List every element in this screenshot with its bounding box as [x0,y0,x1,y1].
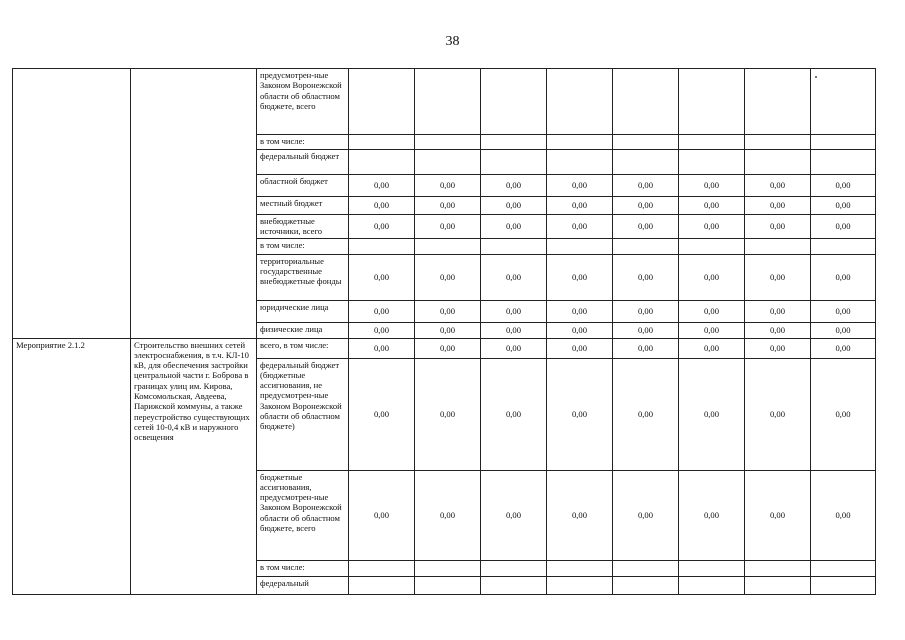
value-cell: 0,00 [613,197,679,215]
value-cell: 0,00 [349,322,415,338]
value-cell [349,69,415,135]
value-cell: 0,00 [613,300,679,322]
value-cell: 0,00 [415,322,481,338]
value-cell: 0,00 [349,254,415,300]
funding-source-cell: в том числе: [257,560,349,576]
value-cell: 0,00 [613,338,679,358]
value-cell [481,576,547,594]
value-cell: 0,00 [613,322,679,338]
value-cell: 0,00 [679,470,745,560]
value-cell: 0,00 [679,254,745,300]
value-cell: 0,00 [481,338,547,358]
funding-source-cell: физические лица [257,322,349,338]
value-cell: 0,00 [349,175,415,197]
value-cell: 0,00 [613,175,679,197]
measure-description-cell [131,69,257,339]
value-cell: 0,00 [745,338,811,358]
value-cell [811,150,876,175]
value-cell: 0,00 [745,254,811,300]
value-cell [745,69,811,135]
budget-table [12,68,876,595]
value-cell: 0,00 [811,358,876,470]
value-cell: 0,00 [679,338,745,358]
value-cell [547,150,613,175]
value-cell: 0,00 [679,215,745,239]
value-cell: 0,00 [547,254,613,300]
value-cell [349,576,415,594]
value-cell [481,135,547,150]
value-cell [349,135,415,150]
table-body [13,69,876,595]
value-cell [679,238,745,254]
value-cell [613,150,679,175]
value-cell: 0,00 [745,470,811,560]
funding-source-cell: предусмотрен-ные Законом Воронежской области об областном бюджете, всего [257,69,349,135]
value-cell: 0,00 [547,470,613,560]
value-cell: 0,00 [679,197,745,215]
value-cell [415,238,481,254]
value-cell: 0,00 [745,322,811,338]
value-cell: 0,00 [349,470,415,560]
value-cell [613,576,679,594]
funding-source-cell: местный бюджет [257,197,349,215]
value-cell: 0,00 [481,175,547,197]
value-cell: 0,00 [415,338,481,358]
value-cell: 0,00 [613,358,679,470]
value-cell: 0,00 [613,215,679,239]
value-cell: 0,00 [811,470,876,560]
value-cell: 0,00 [547,322,613,338]
value-cell [613,238,679,254]
value-cell: 0,00 [481,254,547,300]
value-cell [679,69,745,135]
value-cell [679,560,745,576]
value-cell [613,560,679,576]
table-row [13,69,876,135]
funding-source-cell: территориальные государственные внебюджетные фонды [257,254,349,300]
page-number: 38 [445,34,460,49]
value-cell: 0,00 [547,215,613,239]
value-cell: 0,00 [547,197,613,215]
value-cell [745,135,811,150]
value-cell [547,238,613,254]
value-cell: 0,00 [415,254,481,300]
value-cell: 0,00 [679,300,745,322]
value-cell [547,560,613,576]
funding-source-cell: в том числе: [257,135,349,150]
value-cell: 0,00 [349,358,415,470]
value-cell [613,135,679,150]
value-cell: 0,00 [481,215,547,239]
value-cell [811,560,876,576]
value-cell: 0,00 [481,197,547,215]
value-cell: 0,00 [811,175,876,197]
value-cell: 0,00 [679,322,745,338]
value-cell: 0,00 [415,470,481,560]
value-cell: 0,00 [349,197,415,215]
value-cell [481,560,547,576]
value-cell [481,238,547,254]
value-cell [415,150,481,175]
value-cell: 0,00 [481,358,547,470]
funding-source-cell: федеральный [257,576,349,594]
value-cell: 0,00 [481,300,547,322]
value-cell [349,150,415,175]
value-cell [547,135,613,150]
value-cell [745,560,811,576]
value-cell [811,135,876,150]
value-cell: 0,00 [481,470,547,560]
value-cell: 0,00 [679,175,745,197]
value-cell: 0,00 [547,300,613,322]
funding-source-cell: бюджетные ассигнования, предусмотрен-ные Законом Воронежской области об областном бюджете, всего [257,470,349,560]
value-cell [349,238,415,254]
measure-description-cell: Строительство внешних сетей электроснабжения, в т.ч. КЛ-10 кВ, для обеспечения застройки центральной части г. Боброва в границах улиц им. Кирова, Комсомольская, Авдеева, Парижской коммуны, а также переустройство существующих сетей 10-0,4 кВ и наружного освещения [131,338,257,594]
value-cell: 0,00 [811,338,876,358]
value-cell: 0,00 [349,300,415,322]
funding-source-cell: в том числе: [257,238,349,254]
value-cell: 0,00 [811,300,876,322]
value-cell: 0,00 [613,254,679,300]
value-cell [481,150,547,175]
value-cell: 0,00 [349,215,415,239]
funding-source-cell: федеральный бюджет [257,150,349,175]
value-cell: 0,00 [415,215,481,239]
value-cell: 0,00 [415,197,481,215]
value-cell: 0,00 [415,300,481,322]
value-cell: 0,00 [415,358,481,470]
value-cell [481,69,547,135]
funding-source-cell: областной бюджет [257,175,349,197]
value-cell: 0,00 [745,358,811,470]
value-cell [349,560,415,576]
value-cell [811,576,876,594]
value-cell [679,576,745,594]
value-cell: 0,00 [547,175,613,197]
value-cell: 0,00 [547,358,613,470]
value-cell: 0,00 [481,322,547,338]
value-cell [745,576,811,594]
value-cell [547,576,613,594]
value-cell: 0,00 [745,215,811,239]
value-cell [679,150,745,175]
value-cell: 0,00 [745,175,811,197]
value-cell: 0,00 [679,358,745,470]
funding-source-cell: юридические лица [257,300,349,322]
value-cell: 0,00 [811,215,876,239]
table-row [13,338,876,358]
value-cell: 0,00 [745,300,811,322]
value-cell: 0,00 [349,338,415,358]
value-cell: 0,00 [613,470,679,560]
value-cell: 0,00 [745,197,811,215]
value-cell [415,560,481,576]
value-cell [745,150,811,175]
value-cell [811,69,876,135]
value-cell [415,135,481,150]
value-cell [613,69,679,135]
value-cell: 0,00 [811,197,876,215]
value-cell [547,69,613,135]
value-cell [811,238,876,254]
funding-source-cell: внебюджетные источники, всего [257,215,349,239]
measure-label-cell [13,69,131,339]
measure-label-cell: Мероприятие 2.1.2 [13,338,131,594]
value-cell [415,576,481,594]
value-cell: 0,00 [811,322,876,338]
funding-source-cell: федеральный бюджет (бюджетные ассигнования, не предусмотрен-ные Законом Воронежской области об областном бюджете) [257,358,349,470]
value-cell [679,135,745,150]
value-cell: 0,00 [811,254,876,300]
value-cell: 0,00 [547,338,613,358]
funding-source-cell: всего, в том числе: [257,338,349,358]
value-cell: 0,00 [415,175,481,197]
value-cell [415,69,481,135]
value-cell [745,238,811,254]
